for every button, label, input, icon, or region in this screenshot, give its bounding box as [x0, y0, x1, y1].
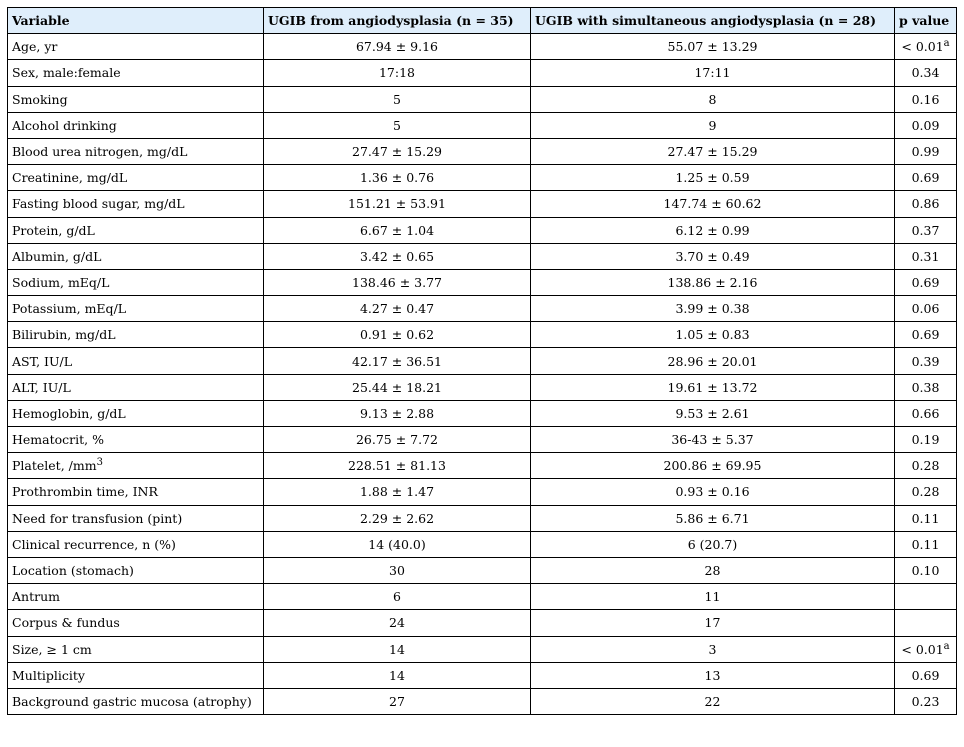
variable-label: Platelet, /mm [12, 458, 97, 474]
variable-label: Blood urea nitrogen, mg/dL [12, 144, 188, 160]
cell-ugib-simultaneous: 11 [531, 584, 895, 610]
cell-ugib-simultaneous: 6 (20.7) [531, 531, 895, 557]
cell-p-value [895, 636, 957, 662]
cell-variable [8, 191, 264, 217]
cell-ugib-simultaneous: 5.86 ± 6.71 [531, 505, 895, 531]
variable-label: Protein, g/dL [12, 222, 95, 238]
cell-variable [8, 34, 264, 60]
variable-label: Age, yr [12, 39, 58, 55]
table-row [8, 688, 957, 714]
cell-variable [8, 243, 264, 269]
cell-ugib-simultaneous: 3 [531, 636, 895, 662]
table-row [8, 348, 957, 374]
cell-ugib-angiodysplasia: 27.47 ± 15.29 [264, 138, 531, 164]
variable-label: Antrum [12, 589, 60, 605]
cell-p-value [895, 243, 957, 269]
cell-ugib-simultaneous: 13 [531, 662, 895, 688]
p-value-text: 0.34 [911, 65, 940, 81]
table-row [8, 112, 957, 138]
cell-ugib-angiodysplasia: 1.36 ± 0.76 [264, 165, 531, 191]
variable-label: Sodium, mEq/L [12, 274, 110, 290]
variable-label: Smoking [12, 91, 68, 107]
cell-ugib-simultaneous: 19.61 ± 13.72 [531, 374, 895, 400]
p-value-text: 0.19 [911, 432, 940, 448]
cell-ugib-simultaneous: 28.96 ± 20.01 [531, 348, 895, 374]
p-value-text: 0.31 [911, 248, 940, 264]
table-row [8, 400, 957, 426]
table-row [8, 217, 957, 243]
variable-label: Albumin, g/dL [12, 248, 102, 264]
p-value-text: 0.66 [911, 405, 940, 421]
cell-variable [8, 86, 264, 112]
cell-ugib-angiodysplasia: 24 [264, 610, 531, 636]
cell-ugib-angiodysplasia: 2.29 ± 2.62 [264, 505, 531, 531]
cell-p-value [895, 217, 957, 243]
cell-ugib-angiodysplasia: 0.91 ± 0.62 [264, 322, 531, 348]
cell-variable [8, 400, 264, 426]
p-value-text: 0.11 [911, 510, 940, 526]
cell-variable [8, 636, 264, 662]
variable-label: Clinical recurrence, n (%) [12, 536, 176, 552]
cell-ugib-angiodysplasia: 30 [264, 557, 531, 583]
table-row [8, 584, 957, 610]
cell-variable [8, 688, 264, 714]
header-variable: Variable [8, 8, 264, 34]
cell-ugib-simultaneous: 1.25 ± 0.59 [531, 165, 895, 191]
cell-ugib-angiodysplasia: 138.46 ± 3.77 [264, 269, 531, 295]
p-value-footnote-marker: a [943, 640, 950, 652]
cell-p-value [895, 191, 957, 217]
cell-ugib-angiodysplasia: 5 [264, 112, 531, 138]
variable-label: ALT, IU/L [12, 379, 71, 395]
cell-p-value [895, 138, 957, 164]
variable-label: Size, ≥ 1 cm [12, 641, 92, 657]
cell-p-value [895, 34, 957, 60]
table-row [8, 322, 957, 348]
cell-variable [8, 322, 264, 348]
variable-label: Sex, male:female [12, 65, 121, 81]
p-value-text: 0.06 [911, 301, 940, 317]
cell-ugib-angiodysplasia: 26.75 ± 7.72 [264, 427, 531, 453]
p-value-text: 0.69 [911, 274, 940, 290]
variable-label: Background gastric mucosa (atrophy) [12, 693, 252, 709]
variable-label: Prothrombin time, INR [12, 484, 158, 500]
cell-p-value [895, 479, 957, 505]
p-value-footnote-marker: a [943, 38, 950, 50]
p-value-text: 0.23 [911, 693, 940, 709]
p-value-text: 0.10 [911, 563, 940, 579]
cell-p-value [895, 400, 957, 426]
cell-variable [8, 60, 264, 86]
p-value-text: 0.16 [911, 91, 940, 107]
table-row [8, 505, 957, 531]
cell-p-value [895, 86, 957, 112]
cell-ugib-simultaneous: 27.47 ± 15.29 [531, 138, 895, 164]
cell-ugib-angiodysplasia: 6.67 ± 1.04 [264, 217, 531, 243]
cell-ugib-angiodysplasia: 9.13 ± 2.88 [264, 400, 531, 426]
cell-ugib-simultaneous: 3.70 ± 0.49 [531, 243, 895, 269]
cell-variable [8, 296, 264, 322]
cell-ugib-angiodysplasia: 6 [264, 584, 531, 610]
table-row [8, 269, 957, 295]
cell-p-value [895, 688, 957, 714]
table-row [8, 165, 957, 191]
table-row [8, 60, 957, 86]
variable-label: Need for transfusion (pint) [12, 510, 183, 526]
cell-ugib-angiodysplasia: 25.44 ± 18.21 [264, 374, 531, 400]
cell-variable [8, 505, 264, 531]
cell-ugib-angiodysplasia: 4.27 ± 0.47 [264, 296, 531, 322]
comparison-table-container [7, 7, 957, 715]
variable-label: Corpus & fundus [12, 615, 120, 631]
cell-ugib-simultaneous: 22 [531, 688, 895, 714]
cell-variable [8, 610, 264, 636]
table-row [8, 374, 957, 400]
p-value-text: 0.69 [911, 327, 940, 343]
p-value-text: 0.09 [911, 117, 940, 133]
variable-label: Bilirubin, mg/dL [12, 327, 116, 343]
cell-ugib-simultaneous: 17 [531, 610, 895, 636]
cell-variable [8, 269, 264, 295]
cell-p-value [895, 453, 957, 479]
cell-variable [8, 112, 264, 138]
cell-ugib-angiodysplasia: 17:18 [264, 60, 531, 86]
variable-label: Fasting blood sugar, mg/dL [12, 196, 185, 212]
variable-label: Location (stomach) [12, 563, 134, 579]
cell-p-value [895, 584, 957, 610]
cell-ugib-simultaneous: 55.07 ± 13.29 [531, 34, 895, 60]
cell-p-value [895, 374, 957, 400]
cell-ugib-angiodysplasia: 5 [264, 86, 531, 112]
header-p-value: p value [895, 8, 957, 34]
cell-ugib-angiodysplasia: 1.88 ± 1.47 [264, 479, 531, 505]
table-row [8, 86, 957, 112]
cell-variable [8, 138, 264, 164]
cell-ugib-simultaneous: 200.86 ± 69.95 [531, 453, 895, 479]
cell-ugib-angiodysplasia: 42.17 ± 36.51 [264, 348, 531, 374]
variable-label: Hemoglobin, g/dL [12, 405, 126, 421]
cell-variable [8, 453, 264, 479]
cell-ugib-simultaneous: 9 [531, 112, 895, 138]
p-value-text: < 0.01 [901, 39, 944, 55]
table-row [8, 557, 957, 583]
cell-ugib-angiodysplasia: 14 [264, 662, 531, 688]
cell-ugib-simultaneous: 0.93 ± 0.16 [531, 479, 895, 505]
p-value-text: 0.86 [911, 196, 940, 212]
cell-variable [8, 165, 264, 191]
cell-p-value [895, 165, 957, 191]
cell-ugib-simultaneous: 17:11 [531, 60, 895, 86]
p-value-text: 0.28 [911, 458, 940, 474]
cell-p-value [895, 427, 957, 453]
cell-ugib-angiodysplasia: 151.21 ± 53.91 [264, 191, 531, 217]
cell-ugib-simultaneous: 138.86 ± 2.16 [531, 269, 895, 295]
cell-ugib-simultaneous: 1.05 ± 0.83 [531, 322, 895, 348]
cell-ugib-angiodysplasia: 3.42 ± 0.65 [264, 243, 531, 269]
variable-label: Creatinine, mg/dL [12, 170, 128, 186]
table-row [8, 191, 957, 217]
cell-ugib-simultaneous: 28 [531, 557, 895, 583]
cell-p-value [895, 296, 957, 322]
p-value-text: 0.69 [911, 667, 940, 683]
cell-ugib-simultaneous: 3.99 ± 0.38 [531, 296, 895, 322]
p-value-text: 0.37 [911, 222, 940, 238]
p-value-text: 0.11 [911, 536, 940, 552]
table-row [8, 662, 957, 688]
variable-label: Potassium, mEq/L [12, 301, 127, 317]
cell-variable [8, 374, 264, 400]
cell-variable [8, 348, 264, 374]
cell-ugib-simultaneous: 8 [531, 86, 895, 112]
cell-ugib-angiodysplasia: 67.94 ± 9.16 [264, 34, 531, 60]
table-row [8, 453, 957, 479]
cell-p-value [895, 557, 957, 583]
table-row [8, 296, 957, 322]
cell-p-value [895, 531, 957, 557]
table-row [8, 531, 957, 557]
table-row [8, 479, 957, 505]
comparison-table [7, 7, 957, 715]
cell-p-value [895, 610, 957, 636]
cell-variable [8, 662, 264, 688]
cell-ugib-angiodysplasia: 228.51 ± 81.13 [264, 453, 531, 479]
table-row [8, 610, 957, 636]
cell-ugib-angiodysplasia: 27 [264, 688, 531, 714]
cell-variable [8, 584, 264, 610]
header-ugib-simultaneous: UGIB with simultaneous angiodysplasia (n = 28) [531, 8, 895, 34]
cell-ugib-simultaneous: 36-43 ± 5.37 [531, 427, 895, 453]
cell-p-value [895, 662, 957, 688]
table-header-row [8, 8, 957, 34]
table-row [8, 243, 957, 269]
cell-p-value [895, 112, 957, 138]
p-value-text: 0.28 [911, 484, 940, 500]
cell-p-value [895, 269, 957, 295]
variable-label: AST, IU/L [12, 353, 73, 369]
table-row [8, 34, 957, 60]
p-value-text: 0.99 [911, 144, 940, 160]
variable-label: Alcohol drinking [12, 117, 117, 133]
cell-p-value [895, 348, 957, 374]
cell-ugib-simultaneous: 9.53 ± 2.61 [531, 400, 895, 426]
cell-variable [8, 217, 264, 243]
header-ugib-angiodysplasia: UGIB from angiodysplasia (n = 35) [264, 8, 531, 34]
variable-superscript: 3 [96, 457, 103, 469]
cell-ugib-simultaneous: 147.74 ± 60.62 [531, 191, 895, 217]
variable-label: Hematocrit, % [12, 432, 104, 448]
table-row [8, 427, 957, 453]
p-value-text: 0.69 [911, 170, 940, 186]
cell-p-value [895, 322, 957, 348]
cell-variable [8, 531, 264, 557]
cell-ugib-simultaneous: 6.12 ± 0.99 [531, 217, 895, 243]
variable-label: Multiplicity [12, 667, 85, 683]
table-row [8, 138, 957, 164]
table-row [8, 636, 957, 662]
cell-p-value [895, 505, 957, 531]
cell-variable [8, 557, 264, 583]
p-value-text: < 0.01 [901, 641, 944, 657]
cell-variable [8, 427, 264, 453]
p-value-text: 0.39 [911, 353, 940, 369]
cell-ugib-angiodysplasia: 14 [264, 636, 531, 662]
p-value-text: 0.38 [911, 379, 940, 395]
cell-variable [8, 479, 264, 505]
cell-ugib-angiodysplasia: 14 (40.0) [264, 531, 531, 557]
cell-p-value [895, 60, 957, 86]
